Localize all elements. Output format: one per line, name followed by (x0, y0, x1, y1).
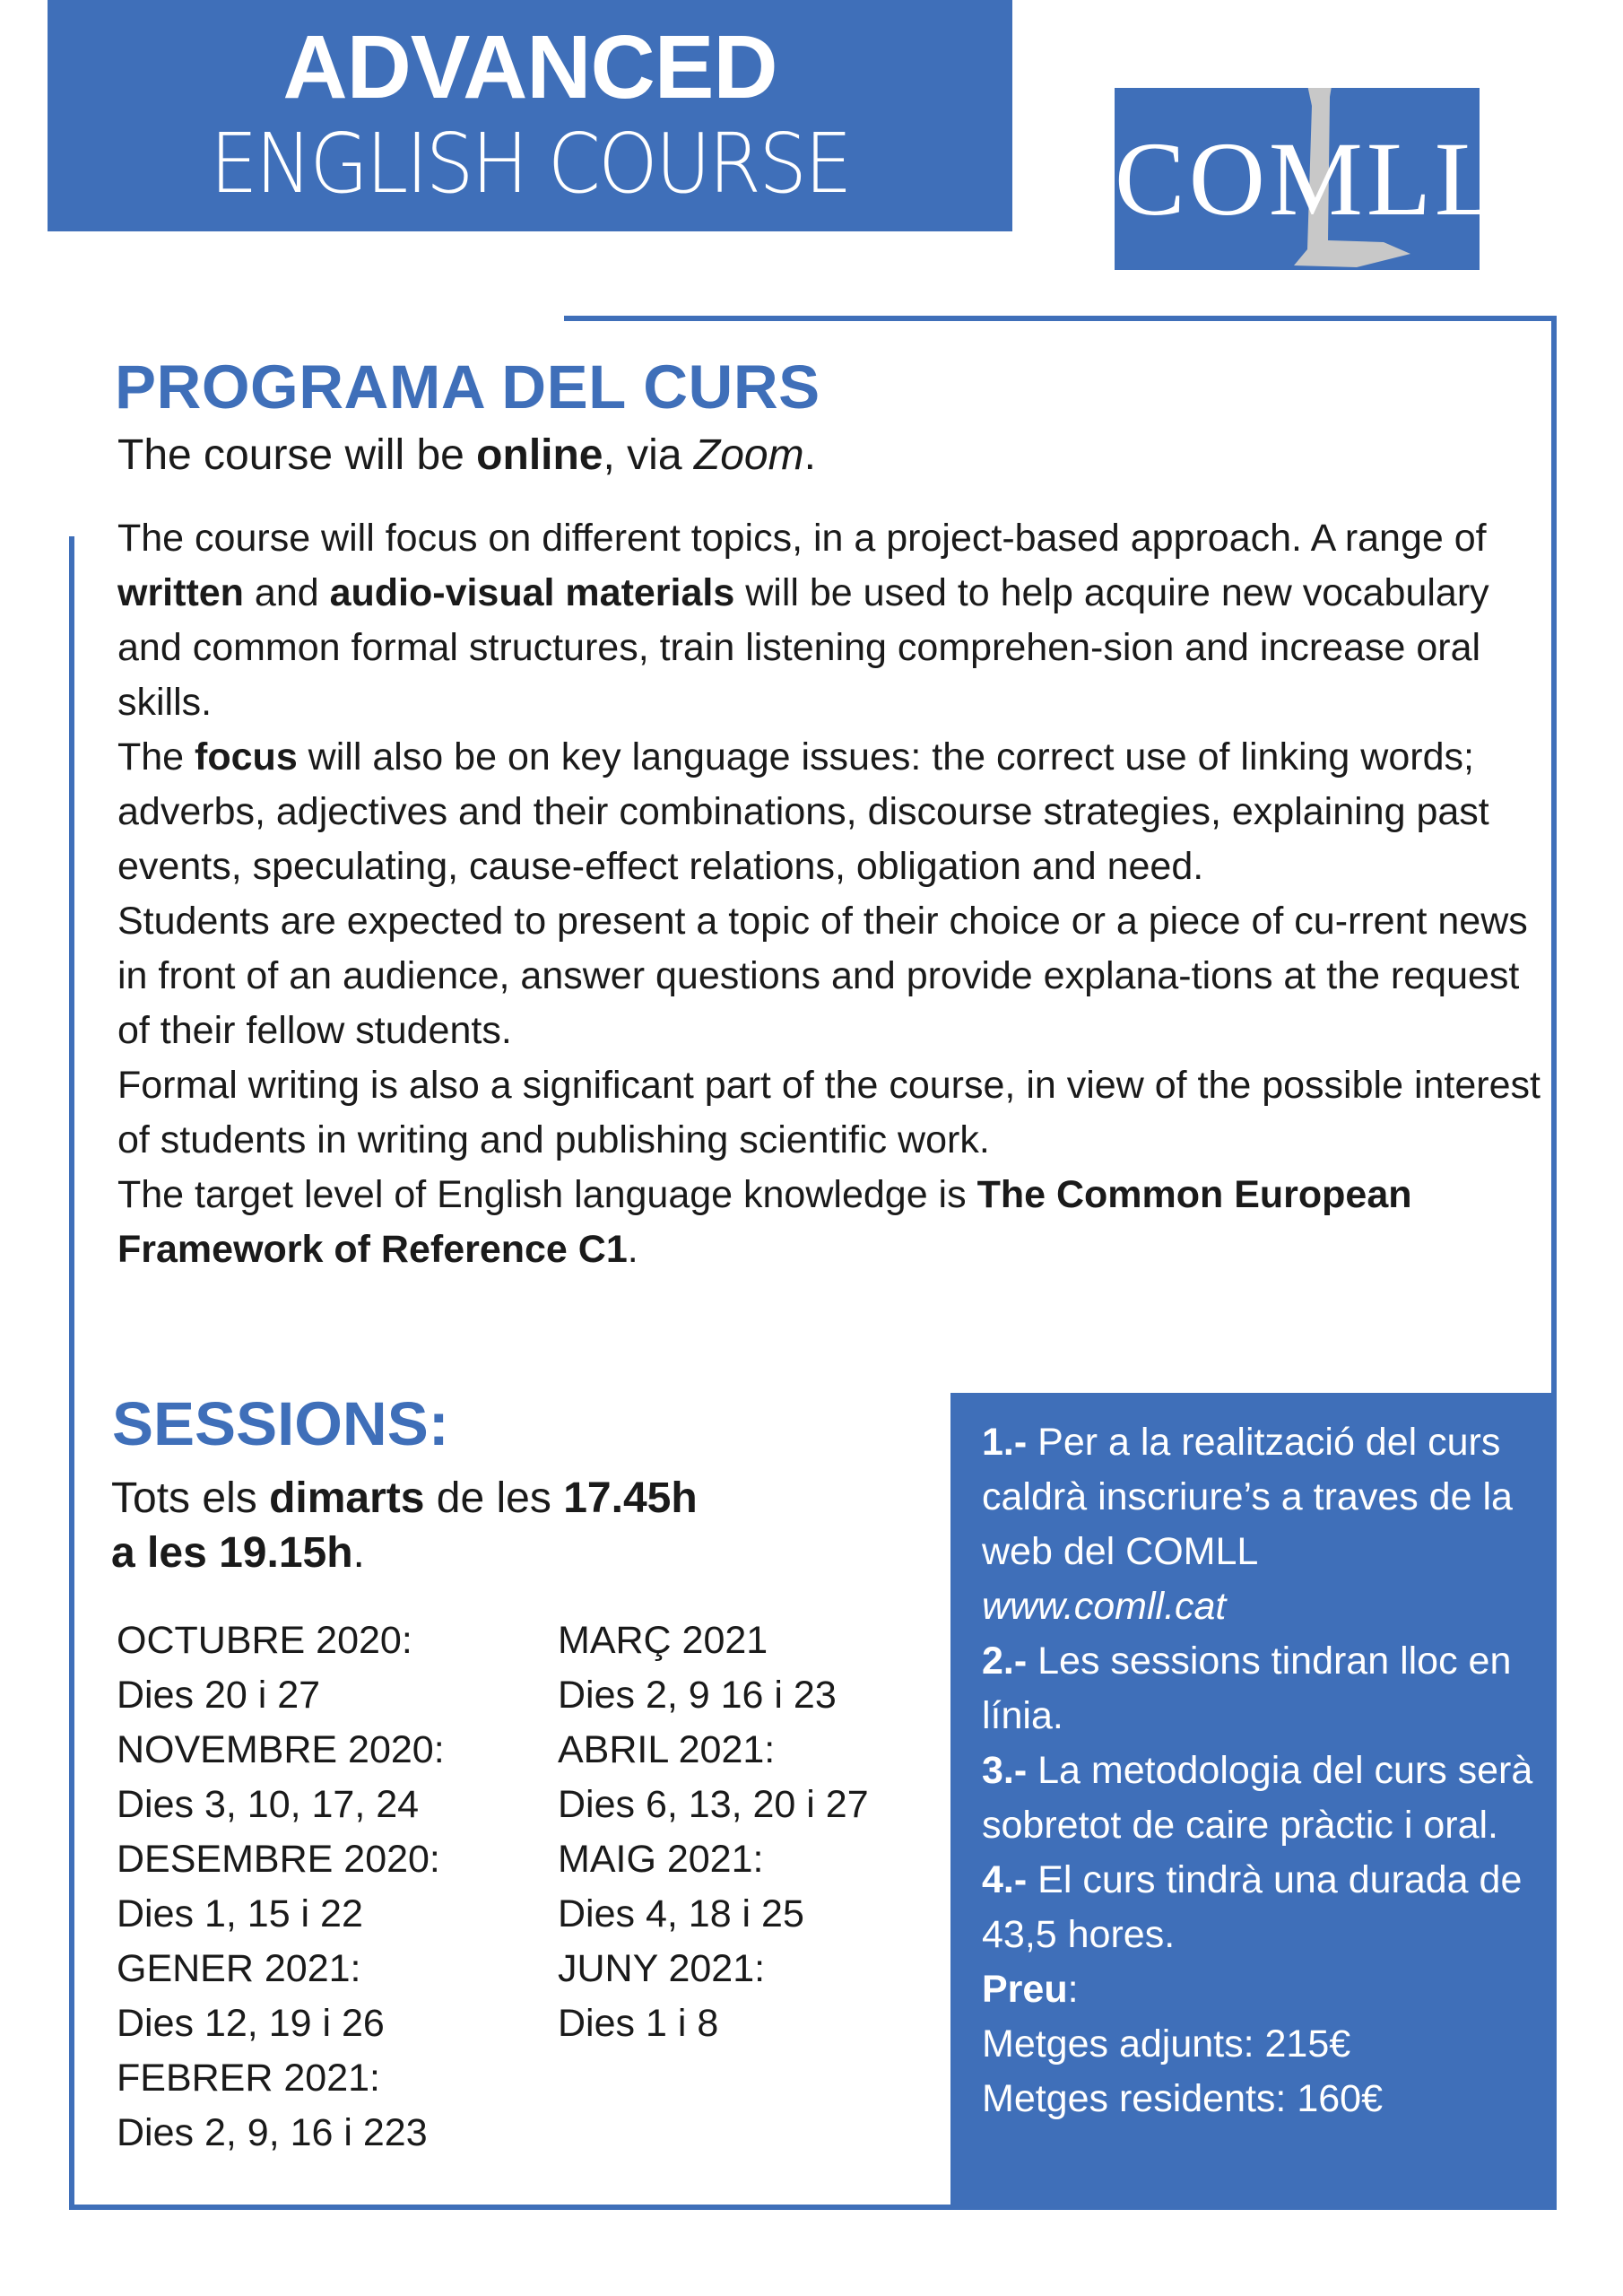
program-subtitle: The course will be online, via Zoom. (117, 431, 816, 479)
price-label: Preu: (982, 1968, 1079, 2011)
info-box (950, 1393, 1551, 2205)
program-body (117, 511, 1543, 1277)
sessions-heading: SESSIONS: (112, 1389, 449, 1458)
info-item-4: 4.- El curs tindrà una durada de 43,5 hores. (982, 1858, 1523, 1956)
program-paragraph: The focus will also be on key language issues: the correct use of linking words; adverbs, adjectives and their combinations, discourse strategies, explaining past events, speculating, cause-effect relations, obligation and need. (117, 735, 1489, 888)
month-label: MARÇ 2021 (558, 1619, 768, 1662)
month-label: DESEMBRE 2020: (117, 1838, 440, 1881)
month-days: Dies 2, 9, 16 i 223 (117, 2111, 428, 2154)
info-item-2: 2.- Les sessions tindran lloc en línia. (982, 1639, 1512, 1737)
month-days: Dies 3, 10, 17, 24 (117, 1783, 420, 1826)
header-title: ADVANCED (282, 17, 777, 117)
month-days: Dies 2, 9 16 i 23 (558, 1674, 837, 1717)
info-item-1: 1.- Per a la realització del curs caldrà inscriure’s a traves de la web del COMLL (982, 1421, 1513, 1573)
price-adjunts: Metges adjunts: 215€ (982, 2022, 1351, 2066)
program-paragraph: The target level of English language knowledge is The Common European Framework of Reference C1. (117, 1173, 1412, 1271)
program-heading: PROGRAMA DEL CURS (115, 352, 820, 422)
month-label: JUNY 2021: (558, 1947, 766, 1990)
month-label: MAIG 2021: (558, 1838, 764, 1881)
month-days: Dies 4, 18 i 25 (558, 1892, 804, 1935)
months-column-left (117, 1613, 445, 2161)
month-label: ABRIL 2021: (558, 1728, 776, 1771)
month-days: Dies 1 i 8 (558, 2002, 719, 2045)
info-url[interactable]: www.comll.cat (982, 1585, 1227, 1628)
frame-line-top (564, 316, 1557, 321)
month-label: FEBRER 2021: (117, 2057, 380, 2100)
program-paragraph: Formal writing is also a significant part of the course, in view of the possible interest of students in writing and publishing scientific work. (117, 1064, 1541, 1161)
frame-line-left (69, 536, 74, 2210)
month-label: OCTUBRE 2020: (117, 1619, 412, 1662)
month-days: Dies 20 i 27 (117, 1674, 321, 1717)
month-label: NOVEMBRE 2020: (117, 1728, 445, 1771)
price-residents: Metges residents: 160€ (982, 2077, 1383, 2120)
frame-line-right (1551, 316, 1557, 2210)
month-days: Dies 6, 13, 20 i 27 (558, 1783, 869, 1826)
month-days: Dies 1, 15 i 22 (117, 1892, 363, 1935)
info-content (982, 1415, 1547, 2126)
program-paragraph: The course will focus on different topics, in a project-based approach. A range of written and audio-visual materials will be used to help acquire new vocabulary and common formal structures, train listening comprehen-sion and increase oral skills. (117, 517, 1489, 724)
program-paragraph: Students are expected to present a topic of their choice or a piece of cu-rrent news in front of an audience, answer questions and provide explana-tions at the request of their fellow students. (117, 900, 1528, 1052)
month-label: GENER 2021: (117, 1947, 361, 1990)
header-banner (48, 0, 1012, 231)
header-subtitle: ENGLISH COURSE (210, 116, 850, 212)
info-item-3: 3.- La metodologia del curs serà sobretot de caire pràctic i oral. (982, 1749, 1533, 1847)
logo-text: COMLL (1115, 120, 1503, 238)
months-column-right (558, 1613, 869, 2051)
comll-logo (1115, 88, 1503, 270)
sessions-schedule: Tots els dimarts de les 17.45h a les 19.15h. (111, 1474, 698, 1577)
frame-line-bottom (69, 2205, 1557, 2210)
month-days: Dies 12, 19 i 26 (117, 2002, 385, 2045)
